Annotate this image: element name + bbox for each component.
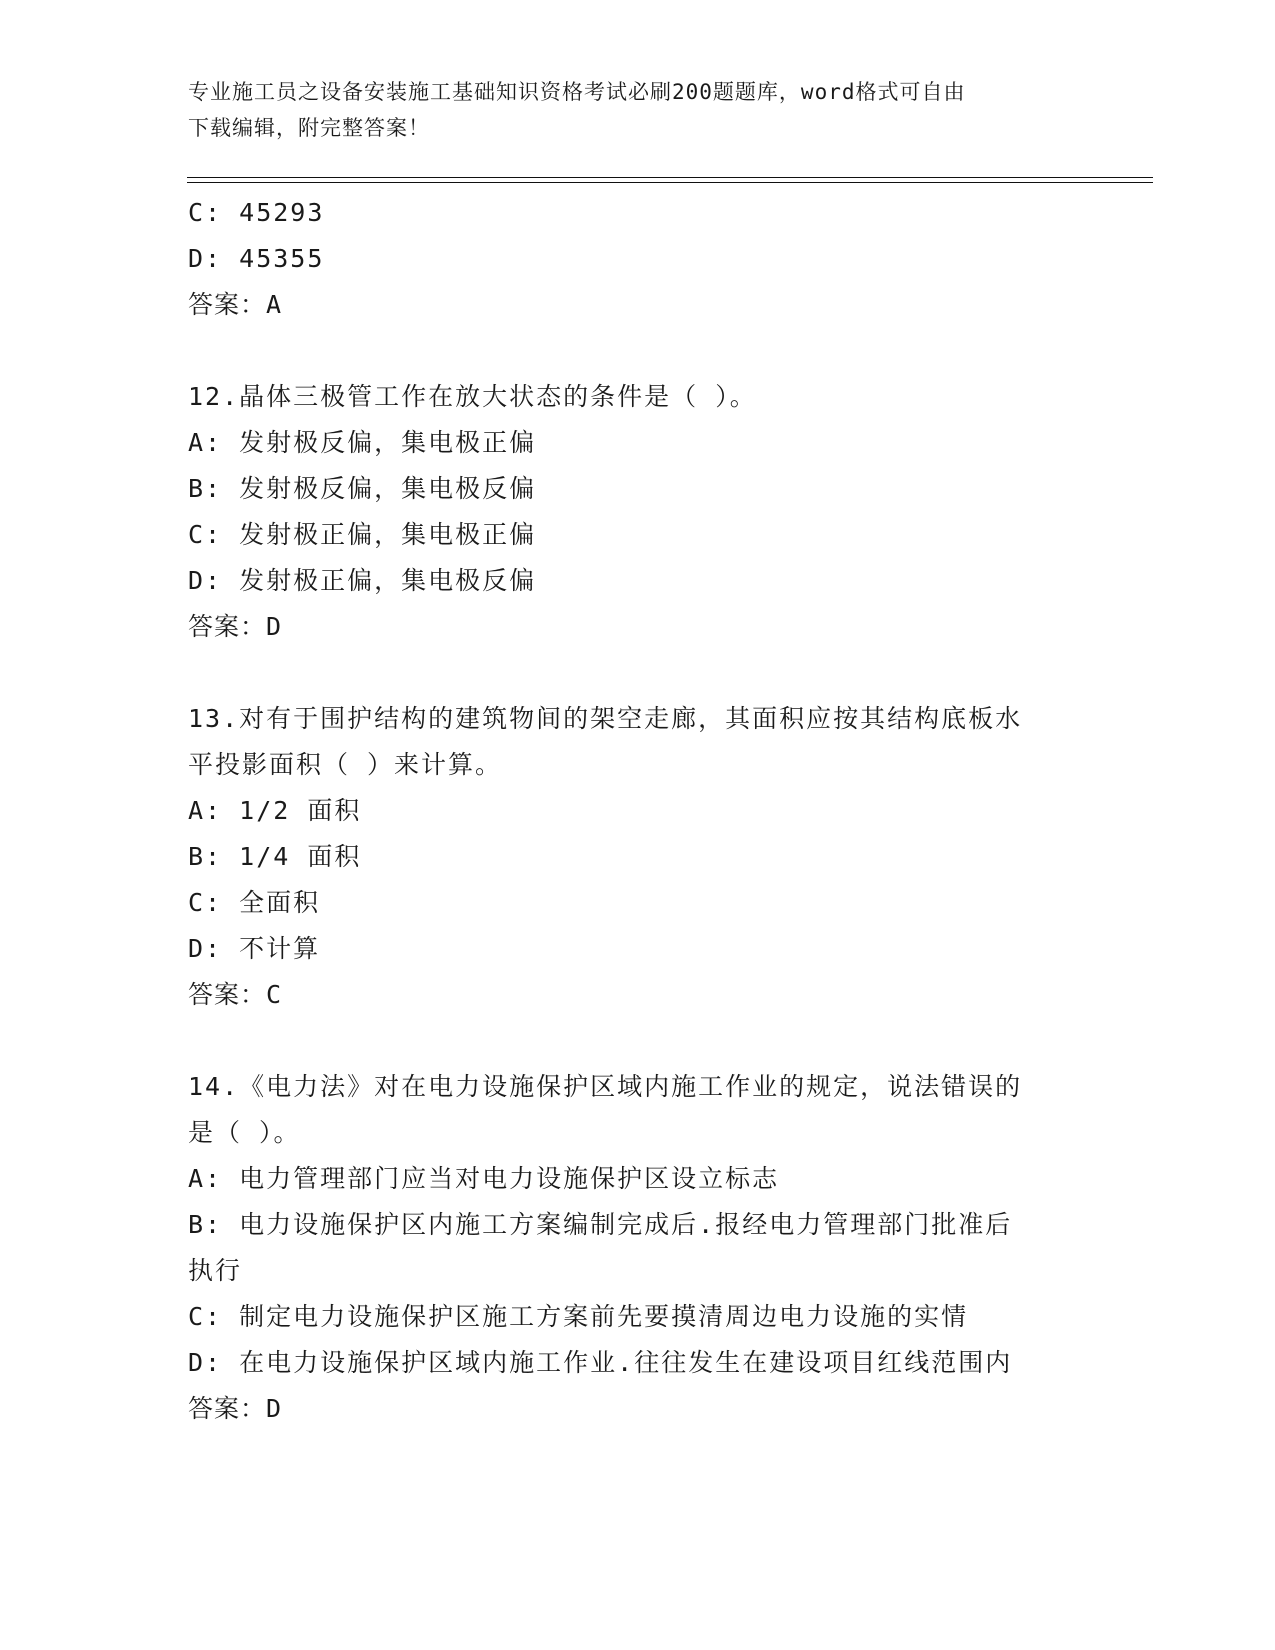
q13-option-d: D: 不计算	[188, 934, 321, 963]
question-13-line-2: 平投影面积（ ）来计算。	[188, 750, 503, 779]
question-13-line-1: 13.对有于围护结构的建筑物间的架空走廊，其面积应按其结构底板水	[188, 704, 1023, 733]
question-content	[188, 190, 1088, 1432]
header-rule-top	[187, 177, 1153, 178]
option-c: C: 45293	[188, 198, 325, 227]
q14-option-b: B: 电力设施保护区内施工方案编制完成后.报经电力管理部门批准后	[188, 1210, 1013, 1239]
q12-option-c: C: 发射极正偏，集电极正偏	[188, 520, 537, 549]
document-header	[188, 74, 1088, 146]
q13-answer: 答案：C	[188, 980, 283, 1009]
q13-option-c: C: 全面积	[188, 888, 321, 917]
header-line-2: 下载编辑，附完整答案！	[188, 116, 430, 140]
q14-answer: 答案：D	[188, 1394, 283, 1423]
q14-option-c: C: 制定电力设施保护区施工方案前先要摸清周边电力设施的实情	[188, 1302, 969, 1331]
q13-option-b: B: 1/4 面积	[188, 842, 362, 871]
q14-option-a: A: 电力管理部门应当对电力设施保护区设立标志	[188, 1164, 780, 1193]
q12-option-b: B: 发射极反偏，集电极反偏	[188, 474, 537, 503]
q12-answer: 答案：D	[188, 612, 283, 641]
question-12: 12.晶体三极管工作在放大状态的条件是（ ）。	[188, 382, 757, 411]
option-d: D: 45355	[188, 244, 325, 273]
q14-option-d: D: 在电力设施保护区域内施工作业.往往发生在建设项目红线范围内	[188, 1348, 1013, 1377]
answer-line: 答案：A	[188, 290, 283, 319]
question-14-line-1: 14.《电力法》对在电力设施保护区域内施工作业的规定，说法错误的	[188, 1072, 1023, 1101]
header-line-1: 专业施工员之设备安装施工基础知识资格考试必刷200题题库，word格式可自由	[188, 80, 966, 104]
q13-option-a: A: 1/2 面积	[188, 796, 362, 825]
q12-option-a: A: 发射极反偏，集电极正偏	[188, 428, 537, 457]
header-rule-bottom	[187, 182, 1153, 183]
q14-option-b-continued: 执行	[188, 1256, 243, 1285]
q12-option-d: D: 发射极正偏，集电极反偏	[188, 566, 537, 595]
question-14-line-2: 是（ ）。	[188, 1118, 301, 1147]
